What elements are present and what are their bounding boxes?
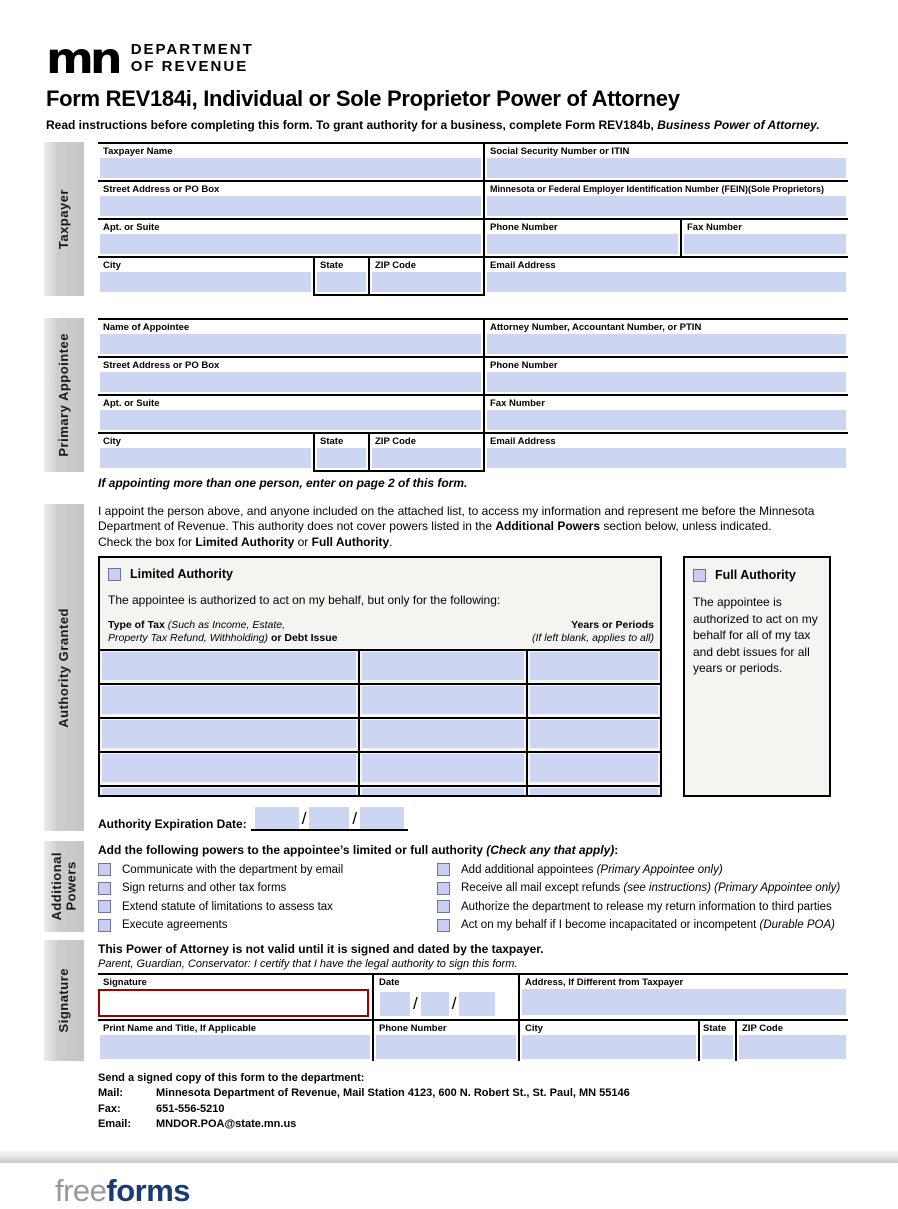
expiration-date-line xyxy=(251,807,408,831)
appointee-row-3 xyxy=(98,394,848,432)
communicate-email-checkbox[interactable] xyxy=(98,863,111,876)
bottom-gradient-band xyxy=(0,1150,898,1163)
send-copy-header: Send a signed copy of this form to the department: xyxy=(98,1071,365,1084)
authority-intro-bold-2: Limited Authority xyxy=(195,534,295,549)
taxpayer-apt-input[interactable] xyxy=(100,234,481,254)
sig-state-cell xyxy=(698,1021,735,1061)
send-copy-block xyxy=(98,1071,898,1133)
sig-state-label: State xyxy=(703,1022,727,1034)
additional-powers-label-bar xyxy=(44,841,84,932)
appointee-apt-input[interactable] xyxy=(100,410,481,430)
authority-intro xyxy=(98,504,846,535)
ap-header-colon: : xyxy=(614,843,619,858)
years-input-r3[interactable] xyxy=(530,720,658,748)
department-of-revenue-label xyxy=(131,41,254,76)
authority-intro-text-4: or xyxy=(294,534,312,549)
power-label xyxy=(122,901,333,913)
signature-certify-note: Parent, Guardian, Conservator: I certify that I have the legal authority to sign this form. xyxy=(98,957,518,970)
type-of-tax-bold-1: Type of Tax xyxy=(108,619,168,632)
tax-type-cell xyxy=(100,685,358,717)
appointee-phone-cell xyxy=(483,358,848,394)
dept-line1: DEPARTMENT xyxy=(130,41,254,59)
sig-address-label: Address, If Different from Taxpayer xyxy=(525,976,684,988)
authority-section-label-bar xyxy=(44,504,84,832)
appointee-fax-input[interactable] xyxy=(487,410,846,430)
taxpayer-zip-label: ZIP Code xyxy=(375,259,416,271)
years-periods-header xyxy=(532,619,654,645)
taxpayer-fax-cell xyxy=(680,220,848,256)
expiration-year-input[interactable] xyxy=(360,807,404,829)
sig-zip-label: ZIP Code xyxy=(742,1022,783,1034)
tax-type-cell xyxy=(100,787,358,795)
appointee-state-label: State xyxy=(320,435,344,447)
tax-type-cell xyxy=(100,651,358,683)
taxpayer-state-input[interactable] xyxy=(317,272,366,292)
taxpayer-ssn-label: Social Security Number or ITIN xyxy=(490,145,630,157)
appointee-section-label: Primary Appointee xyxy=(55,332,71,457)
durable-poa-checkbox[interactable] xyxy=(437,919,450,932)
power-label xyxy=(461,901,832,913)
taxpayer-name-cell xyxy=(98,144,483,180)
authority-content xyxy=(98,504,848,832)
years-stub xyxy=(530,788,658,795)
years-cell xyxy=(526,787,660,795)
taxpayer-city-input[interactable] xyxy=(100,272,311,292)
taxpayer-fein-label: Minnesota or Federal Employer Identification Number (FEIN)(Sole Proprietors) xyxy=(490,183,825,194)
power-label xyxy=(122,919,227,931)
appointee-name-label: Name of Appointee xyxy=(103,321,190,333)
power-text: Act on my behalf if I become incapacitated or incompetent xyxy=(461,919,760,932)
full-authority-box xyxy=(683,556,831,797)
execute-agreements-checkbox[interactable] xyxy=(98,919,111,932)
sig-date-month-input[interactable] xyxy=(380,992,410,1016)
tax-type-input-r1c2[interactable] xyxy=(362,652,524,680)
full-authority-checkbox[interactable] xyxy=(693,569,706,582)
additional-powers-columns xyxy=(98,863,848,932)
years-periods-italic: (If left blank, applies to all) xyxy=(532,632,654,645)
signature-date-boxes xyxy=(374,989,518,1018)
taxpayer-name-label: Taxpayer Name xyxy=(103,145,173,157)
taxpayer-section-label-bar xyxy=(44,142,84,296)
appointee-street-input[interactable] xyxy=(100,372,481,392)
power-text: Execute agreements xyxy=(122,919,228,932)
taxpayer-name-input[interactable] xyxy=(100,158,481,178)
taxpayer-fields xyxy=(98,142,848,296)
additional-powers-section-label xyxy=(50,852,79,921)
signature-content xyxy=(98,940,848,1061)
additional-powers-section xyxy=(44,841,848,932)
tax-type-cell-2 xyxy=(358,787,526,795)
limited-authority-checkbox[interactable] xyxy=(108,568,121,581)
type-of-tax-header xyxy=(108,619,337,645)
date-slash: / xyxy=(451,993,457,1013)
instructions-italic: Business Power of Attorney. xyxy=(657,117,820,132)
appointee-attorney-input[interactable] xyxy=(487,334,846,354)
mn-revenue-logo xyxy=(46,33,854,83)
appointee-city-cell xyxy=(98,434,313,472)
sig-zip-input[interactable] xyxy=(739,1035,846,1059)
power-label xyxy=(461,919,835,931)
print-name-cell xyxy=(98,1021,372,1061)
tax-type-cell xyxy=(100,719,358,751)
power-item xyxy=(98,863,437,876)
taxpayer-street-label: Street Address or PO Box xyxy=(103,183,220,195)
additional-powers-label-1: Additional xyxy=(48,852,64,921)
date-label: Date xyxy=(379,976,400,988)
tax-type-cell xyxy=(100,753,358,785)
taxpayer-state-cell xyxy=(313,258,368,296)
taxpayer-section-label: Taxpayer xyxy=(55,188,71,249)
power-italic: (see instructions) (Primary Appointee only) xyxy=(623,882,841,895)
expiration-month-input[interactable] xyxy=(255,807,299,829)
power-item xyxy=(437,863,848,876)
tax-type-cell-2 xyxy=(358,685,526,717)
signature-row-2 xyxy=(98,1019,848,1061)
power-item xyxy=(98,900,437,913)
power-label xyxy=(461,882,840,894)
sig-phone-label: Phone Number xyxy=(379,1022,447,1034)
sig-phone-cell xyxy=(372,1021,518,1061)
appointee-attorney-cell xyxy=(483,320,848,356)
sig-date-year-input[interactable] xyxy=(459,992,495,1016)
appointee-section-label-bar xyxy=(44,318,84,472)
authority-intro-line3 xyxy=(98,535,846,551)
years-input-r4[interactable] xyxy=(530,754,658,782)
signature-cell xyxy=(98,975,372,1019)
tax-type-input-r4c2[interactable] xyxy=(362,754,524,782)
limited-authority-desc: The appointee is authorized to act on my behalf, but only for the following: xyxy=(108,593,501,608)
appointee-state-input[interactable] xyxy=(317,448,366,468)
tax-type-cell-2 xyxy=(358,753,526,785)
instructions-text: Read instructions before completing this form. To grant authority for a business, complete Form REV184b, xyxy=(46,117,658,132)
signature-section-label: Signature xyxy=(55,968,71,1033)
email-label: Email: xyxy=(98,1118,132,1131)
signature-header: This Power of Attorney is not valid until it is signed and dated by the taxpayer. xyxy=(98,941,544,956)
taxpayer-email-label: Email Address xyxy=(490,259,556,271)
power-label xyxy=(122,882,286,894)
authority-section-label: Authority Granted xyxy=(55,607,71,728)
appointee-email-input[interactable] xyxy=(487,448,846,468)
taxpayer-ssn-cell xyxy=(483,144,848,180)
years-periods-bold: Years or Periods xyxy=(571,619,654,632)
appointee-city-label: City xyxy=(103,435,121,447)
years-input-r1[interactable] xyxy=(530,652,658,680)
appointee-row-4 xyxy=(98,432,848,472)
mail-label: Mail: xyxy=(98,1087,124,1100)
tax-type-input-r3c2[interactable] xyxy=(362,720,524,748)
taxpayer-row-4 xyxy=(98,256,848,296)
brand-forms: forms xyxy=(106,1172,191,1208)
print-name-label: Print Name and Title, If Applicable xyxy=(103,1022,257,1034)
limited-authority-option xyxy=(100,558,660,581)
appointee-street-label: Street Address or PO Box xyxy=(103,359,220,371)
authority-intro-text-5: . xyxy=(389,534,393,549)
mail-value: Minnesota Department of Revenue, Mail Station 4123, 600 N. Robert St., St. Paul, MN 55146 xyxy=(156,1087,630,1100)
power-item xyxy=(437,900,848,913)
tax-table-partial-row xyxy=(100,785,660,795)
appointee-attorney-label: Attorney Number, Accountant Number, or PTIN xyxy=(490,321,702,333)
signature-section xyxy=(44,940,848,1061)
tax-table-row-4 xyxy=(100,751,660,785)
power-text: Add additional appointees xyxy=(461,863,597,876)
fax-row xyxy=(98,1102,898,1118)
tax-type-stub xyxy=(102,788,356,795)
power-item xyxy=(437,882,848,895)
taxpayer-section xyxy=(44,142,848,296)
print-name-input[interactable] xyxy=(100,1035,370,1059)
brand-free: free xyxy=(55,1172,107,1208)
appointee-street-cell xyxy=(98,358,483,394)
sig-city-cell xyxy=(518,1021,698,1061)
appointee-zip-cell xyxy=(368,434,483,472)
tax-table-row-2 xyxy=(100,683,660,717)
taxpayer-street-cell xyxy=(98,182,483,218)
taxpayer-row-2 xyxy=(98,180,848,218)
taxpayer-fax-label: Fax Number xyxy=(687,221,742,233)
add-appointees-checkbox[interactable] xyxy=(437,863,450,876)
authority-intro-text-1: I appoint the person above, and anyone included on the attached list, to access my information and represent me before the Minnesota Department of Revenue. This authority does not cover powers listed in the xyxy=(98,503,815,534)
appointee-row-1 xyxy=(98,318,848,356)
additional-powers-left-column xyxy=(98,863,437,932)
mail-row xyxy=(98,1086,898,1102)
fax-label: Fax: xyxy=(98,1102,121,1115)
taxpayer-fein-cell xyxy=(483,182,848,218)
expiration-row xyxy=(98,807,848,831)
power-italic: (Primary Appointee only) xyxy=(596,863,723,876)
power-item xyxy=(98,919,437,932)
sig-address-cell xyxy=(518,975,848,1019)
appointee-row-2 xyxy=(98,356,848,394)
appointee-phone-label: Phone Number xyxy=(490,359,558,371)
appointee-phone-input[interactable] xyxy=(487,372,846,392)
receive-mail-checkbox[interactable] xyxy=(437,882,450,895)
sign-returns-checkbox[interactable] xyxy=(98,882,111,895)
tax-type-input-r3[interactable] xyxy=(102,720,356,748)
email-row xyxy=(98,1117,898,1133)
authority-intro-text-3: Check the box for xyxy=(98,534,196,549)
power-text: Authorize the department to release my return information to third parties xyxy=(461,900,832,913)
appointee-apt-cell xyxy=(98,396,483,432)
authority-intro-bold-3: Full Authority xyxy=(311,534,390,549)
taxpayer-phone-input[interactable] xyxy=(487,234,678,254)
freeforms-logo xyxy=(55,1173,898,1209)
appointee-zip-input[interactable] xyxy=(372,448,481,468)
sig-address-input[interactable] xyxy=(522,989,846,1015)
power-text: Receive all mail except refunds xyxy=(461,882,624,895)
type-of-tax-italic-2: Property Tax Refund, Withholding) xyxy=(108,632,269,645)
tax-type-cell-2 xyxy=(358,719,526,751)
taxpayer-phone-cell xyxy=(483,220,680,256)
authority-intro-bold-1: Additional Powers xyxy=(495,519,601,534)
email-value: MNDOR.POA@state.mn.us xyxy=(156,1118,297,1131)
ap-header-italic: (Check any that apply) xyxy=(486,843,615,858)
appointee-fax-label: Fax Number xyxy=(490,397,545,409)
taxpayer-row-1 xyxy=(98,142,848,180)
type-of-tax-italic-1: (Such as Income, Estate, xyxy=(167,619,286,632)
taxpayer-zip-input[interactable] xyxy=(372,272,481,292)
power-item xyxy=(98,882,437,895)
additional-powers-header xyxy=(98,843,848,857)
expiration-label: Authority Expiration Date: xyxy=(98,817,247,832)
power-label xyxy=(122,864,343,876)
date-slash: / xyxy=(352,809,358,829)
tax-type-input-r4[interactable] xyxy=(102,754,356,782)
appointee-name-cell xyxy=(98,320,483,356)
years-cell xyxy=(526,753,660,785)
type-of-tax-bold-2: or Debt Issue xyxy=(268,632,338,645)
appointee-apt-label: Apt. or Suite xyxy=(103,397,160,409)
date-slash: / xyxy=(413,993,418,1013)
years-cell xyxy=(526,719,660,751)
dept-line2: OF REVENUE xyxy=(130,58,249,76)
power-text: Sign returns and other tax forms xyxy=(122,882,287,895)
taxpayer-apt-label: Apt. or Suite xyxy=(103,221,160,233)
taxpayer-phone-label: Phone Number xyxy=(490,221,558,233)
appointee-zip-label: ZIP Code xyxy=(375,435,416,447)
authority-boxes xyxy=(98,556,848,797)
tax-type-input-r2[interactable] xyxy=(102,686,356,714)
taxpayer-street-input[interactable] xyxy=(100,196,481,216)
appointee-name-input[interactable] xyxy=(100,334,481,354)
taxpayer-fax-input[interactable] xyxy=(684,234,846,254)
tax-table-header xyxy=(100,607,660,649)
sig-city-label: City xyxy=(525,1022,543,1034)
form-instructions xyxy=(46,118,854,132)
taxpayer-row-3 xyxy=(98,218,848,256)
years-cell xyxy=(526,685,660,717)
taxpayer-fein-input[interactable] xyxy=(487,196,846,216)
form-title: Form REV184i, Individual or Sole Proprietor Power of Attorney xyxy=(46,85,680,111)
sig-phone-input[interactable] xyxy=(376,1035,516,1059)
appointee-email-label: Email Address xyxy=(490,435,556,447)
appointee-fields xyxy=(98,318,848,472)
limited-authority-box xyxy=(98,556,662,797)
additional-powers-right-column xyxy=(437,863,848,932)
authority-intro-text-2: section below, unless indicated. xyxy=(600,519,772,534)
appointee-email-cell xyxy=(483,434,848,472)
date-cell xyxy=(372,975,518,1019)
signature-input[interactable] xyxy=(98,989,369,1017)
signature-section-label-bar xyxy=(44,940,84,1061)
taxpayer-zip-cell xyxy=(368,258,483,296)
taxpayer-city-cell xyxy=(98,258,313,296)
additional-powers-content xyxy=(98,841,848,932)
power-item xyxy=(437,919,848,932)
years-cell xyxy=(526,651,660,683)
mn-logo-icon: mn xyxy=(46,33,119,83)
date-slash: / xyxy=(301,809,307,829)
full-authority-desc: The appointee is authorized to act on my behalf for all of my tax and debt issues for all years or periods. xyxy=(693,595,818,676)
header xyxy=(46,33,854,132)
years-input-r2[interactable] xyxy=(530,686,658,714)
taxpayer-state-label: State xyxy=(320,259,344,271)
signature-label: Signature xyxy=(103,976,147,988)
fax-value: 651-556-5210 xyxy=(156,1102,225,1115)
tax-type-stub-2 xyxy=(362,788,524,795)
authority-section xyxy=(44,504,848,832)
appointee-section xyxy=(44,318,848,472)
power-italic: (Durable POA) xyxy=(759,919,835,932)
tax-table-row-1 xyxy=(100,649,660,683)
power-label xyxy=(461,864,723,876)
tax-type-cell-2 xyxy=(358,651,526,683)
full-authority-option xyxy=(693,566,821,582)
tax-type-input-r1[interactable] xyxy=(102,652,356,680)
taxpayer-email-input[interactable] xyxy=(487,272,846,292)
tax-type-input-r2c2[interactable] xyxy=(362,686,524,714)
appointee-city-input[interactable] xyxy=(100,448,311,468)
tax-table-row-3 xyxy=(100,717,660,751)
taxpayer-email-cell xyxy=(483,258,848,296)
limited-authority-label: Limited Authority xyxy=(130,567,234,582)
taxpayer-ssn-input[interactable] xyxy=(487,158,846,178)
sig-state-input[interactable] xyxy=(702,1035,733,1059)
appointee-note: If appointing more than one person, enter on page 2 of this form. xyxy=(98,475,468,490)
taxpayer-apt-cell xyxy=(98,220,483,256)
appointee-state-cell xyxy=(313,434,368,472)
appointee-fax-cell xyxy=(483,396,848,432)
sig-zip-cell xyxy=(735,1021,848,1061)
taxpayer-city-label: City xyxy=(103,259,121,271)
ap-header-bold: Add the following powers to the appointee’s limited or full authority xyxy=(98,843,487,858)
power-text: Extend statute of limitations to assess tax xyxy=(122,900,333,913)
sig-city-input[interactable] xyxy=(522,1035,696,1059)
extend-statute-checkbox[interactable] xyxy=(98,900,111,913)
expiration-day-input[interactable] xyxy=(309,807,349,829)
full-authority-label: Full Authority xyxy=(715,568,796,583)
authorize-release-checkbox[interactable] xyxy=(437,900,450,913)
sig-date-day-input[interactable] xyxy=(421,992,449,1016)
signature-row-1 xyxy=(98,973,848,1019)
additional-powers-label-2: Powers xyxy=(63,861,78,912)
power-text: Communicate with the department by email xyxy=(122,863,344,876)
